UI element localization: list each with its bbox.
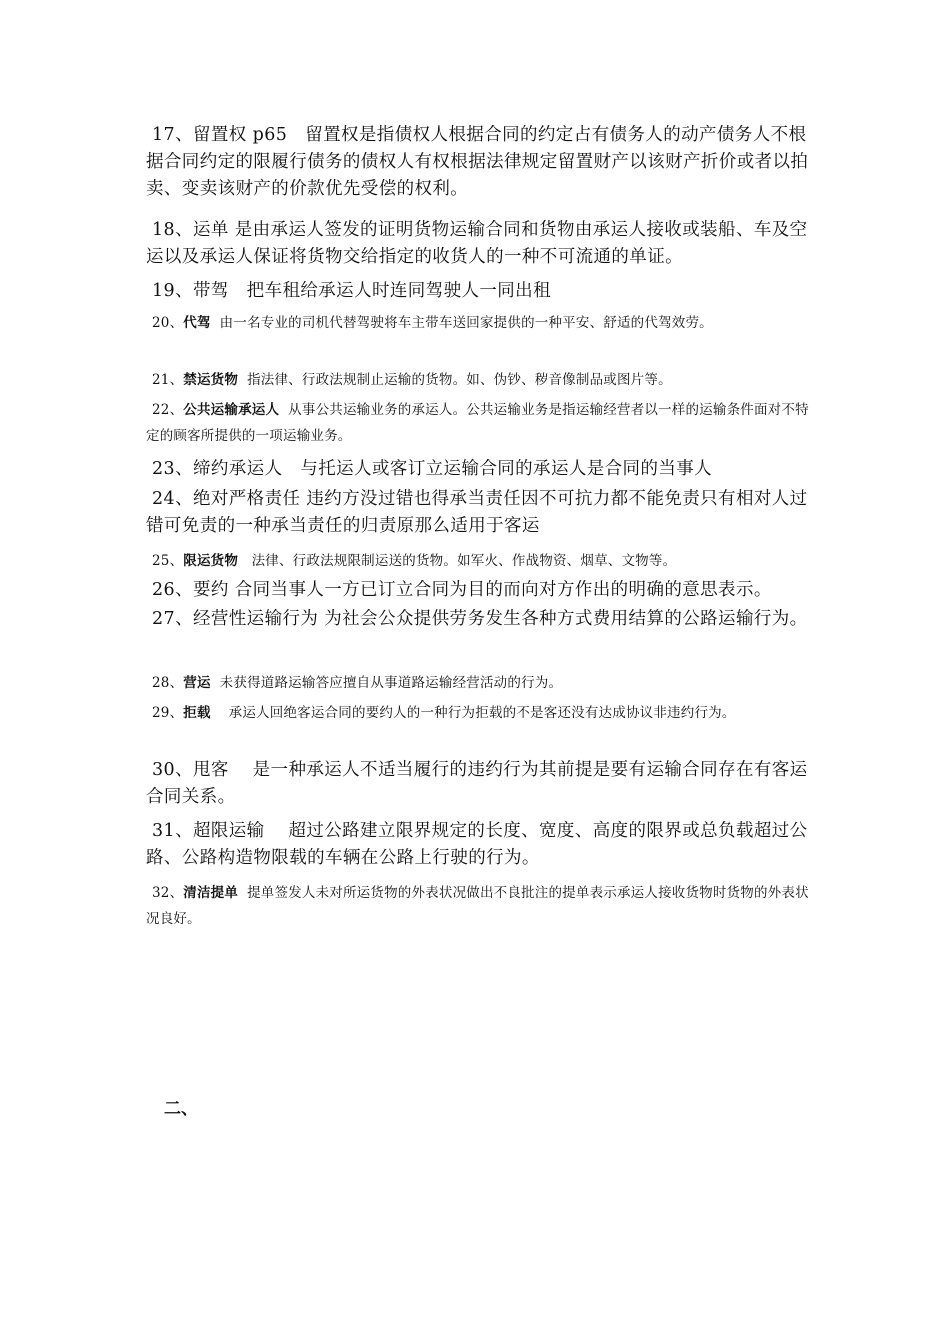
entry-term: 公共运输承运人: [183, 402, 280, 418]
entry-term: 缔约承运人: [192, 459, 283, 479]
entry-definition: 指法律、行政法规制止运输的货物。如、伪钞、秽音像制品或图片等。: [247, 372, 672, 388]
entry-definition: 法律、行政法规限制运送的货物。如军火、作战物资、烟草、文物等。: [251, 553, 677, 569]
entry-number: 20、: [152, 315, 184, 331]
entry-number: 32、: [152, 885, 184, 901]
entry-28: [146, 670, 811, 696]
entry-17: [146, 122, 811, 203]
entry-term: 要约: [192, 580, 229, 600]
entry-term: 限运货物: [183, 553, 239, 569]
entry-22: [146, 397, 811, 449]
entry-term: 拒载: [183, 705, 211, 721]
entry-25: [146, 548, 811, 574]
entry-term: 留置权 p65: [192, 125, 288, 145]
entry-definition: 超过公路建立限界规定的长度、宽度、高度的限界或总负载超过公路、公路构造物限载的车辆在公路上行驶的行为。: [146, 821, 808, 868]
entry-definition: 未获得道路运输答应擅自从事道路运输经营活动的行为。: [219, 675, 563, 691]
entry-definition: 违约方没过错也得承当责任因不可抗力都不能免责只有相对人过错可免责的一种承当责任的归责原那么适用于客运: [146, 489, 808, 536]
entry-29: [146, 700, 811, 726]
section-heading: 二、: [164, 1099, 198, 1119]
entry-number: 21、: [152, 372, 184, 388]
entry-24: [146, 486, 811, 540]
entry-18: [146, 217, 811, 271]
entry-term: 经营性运输行为: [192, 609, 319, 629]
entry-23: [146, 456, 811, 483]
entry-term: 超限运输: [192, 821, 265, 841]
entry-definition: 为社会公众提供劳务发生各种方式费用结算的公路运输行为。: [324, 609, 808, 629]
entry-term: 营运: [183, 675, 211, 691]
entry-number: 26、: [152, 580, 193, 600]
entry-number: 23、: [152, 459, 193, 479]
entry-32: [146, 880, 811, 932]
entry-number: 18、: [152, 220, 193, 240]
entry-definition: 把车租给承运人时连同驾驶人一同出租: [246, 281, 551, 301]
entry-term: 禁运货物: [183, 372, 239, 388]
entry-definition: 合同当事人一方已订立合同为目的而向对方作出的明确的意思表示。: [234, 580, 772, 600]
entry-number: 25、: [152, 553, 184, 569]
entry-31: [146, 818, 811, 872]
entry-definition: 是由承运人签发的证明货物运输合同和货物由承运人接收或装船、车及空运以及承运人保证将货物交给指定的收货人的一种不可流通的单证。: [146, 220, 808, 267]
entry-19: [146, 278, 811, 305]
entry-term: 清洁提单: [183, 885, 239, 901]
entry-number: 24、: [152, 489, 193, 509]
entry-number: 30、: [152, 760, 193, 780]
entry-definition: 由一名专业的司机代替驾驶将车主带车送回家提供的一种平安、舒适的代驾效劳。: [219, 315, 713, 331]
entry-21: [146, 367, 811, 393]
entry-27: [146, 606, 811, 633]
entry-term: 代驾: [183, 315, 211, 331]
entry-number: 27、: [152, 609, 193, 629]
entry-20: [146, 310, 811, 336]
entry-number: 22、: [152, 402, 184, 418]
entry-number: 17、: [152, 125, 193, 145]
entry-term: 带驾: [192, 281, 229, 301]
entry-number: 31、: [152, 821, 193, 841]
entry-number: 19、: [152, 281, 193, 301]
entry-term: 甩客: [192, 760, 229, 780]
entry-definition: 提单签发人未对所运货物的外表状况做出不良批注的提单表示承运人接收货物时货物的外表状况良好。: [146, 885, 809, 927]
entry-definition: 与托运人或客订立运输合同的承运人是合同的当事人: [300, 459, 713, 479]
entry-definition: 是一种承运人不适当履行的违约行为其前提是要有运输合同存在有客运合同关系。: [146, 760, 808, 807]
entry-30: [146, 757, 811, 811]
entry-number: 29、: [152, 705, 184, 721]
entry-26: [146, 577, 811, 604]
entry-term: 绝对严格责任: [192, 489, 301, 509]
entry-number: 28、: [152, 675, 184, 691]
entry-term: 运单: [192, 220, 229, 240]
entry-definition: 留置权是指债权人根据合同的约定占有债务人的动产债务人不根据合同约定的限履行债务的债权人有权根据法律规定留置财产以该财产折价或者以拍卖、变卖该财产的价款优先受偿的权利。: [146, 125, 809, 199]
entry-definition: 承运人回绝客运合同的要约人的一种行为拒载的不是客还没有达成协议非违约行为。: [228, 705, 736, 721]
entry-definition: 从事公共运输业务的承运人。公共运输业务是指运输经营者以一样的运输条件面对不特定的顾客所提供的一项运输业务。: [146, 402, 809, 444]
